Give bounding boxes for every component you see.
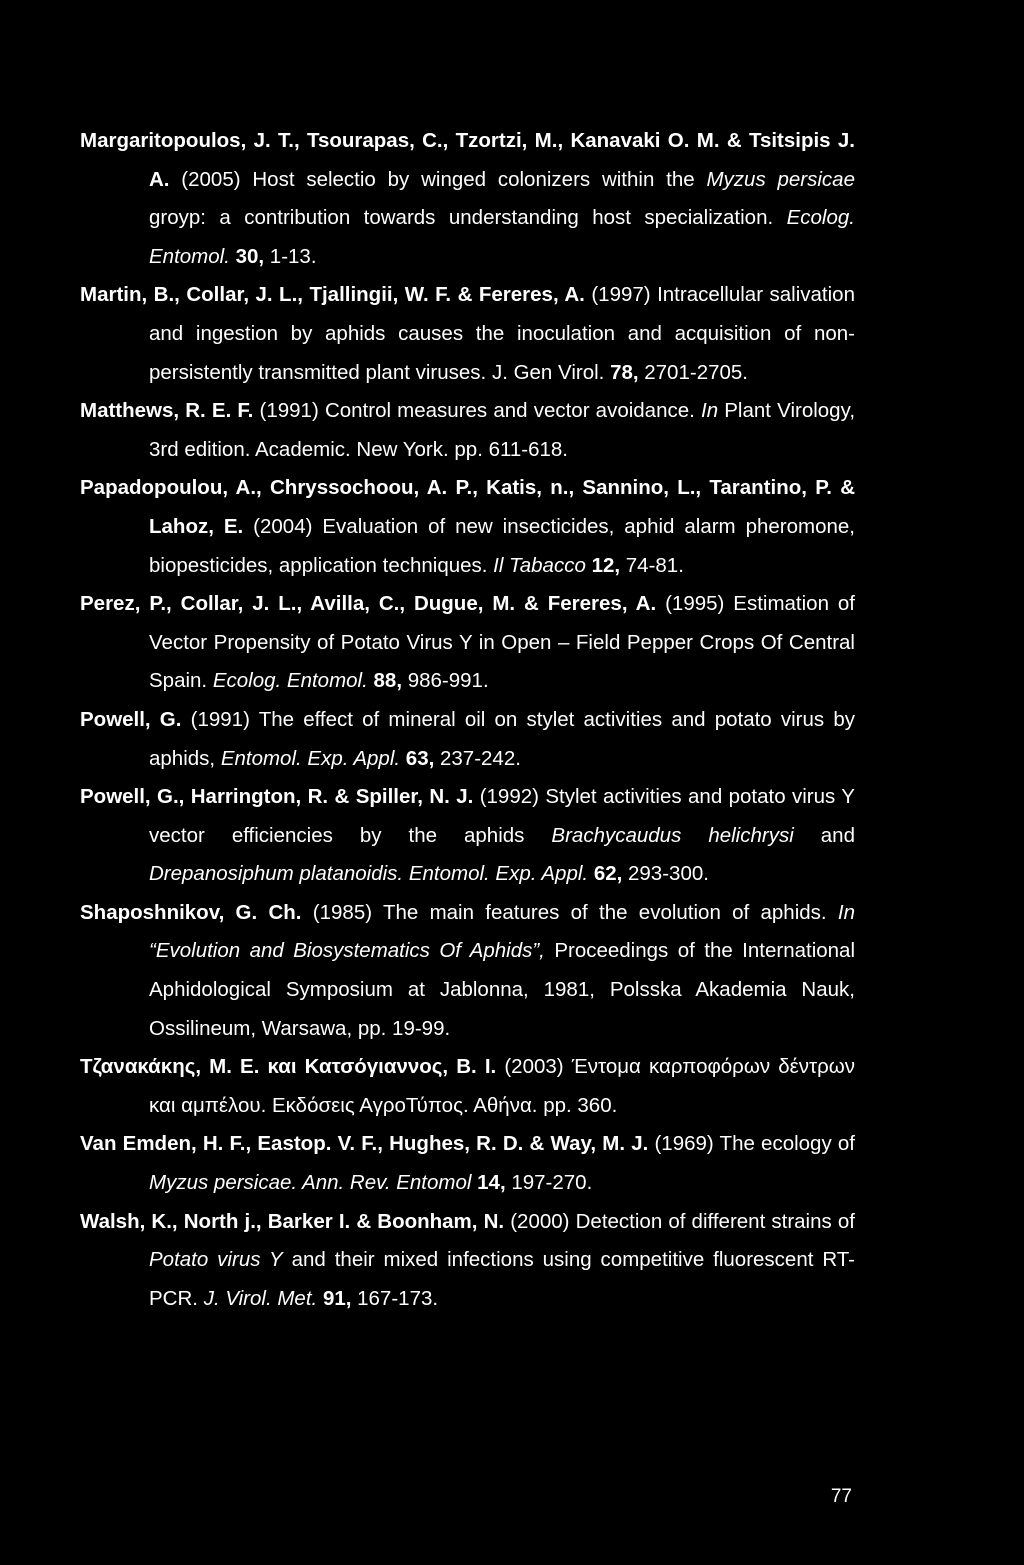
reference-text: Plant Virology, 3rd edition. Academic. New York. pp. 611-618. (149, 399, 861, 461)
reference-text: (2003) Έντομα καρποφόρων δέντρων και αμπέλου. Εκδόσεις ΑγροΤύπος. Αθήνα. pp. 360. (149, 1055, 861, 1117)
reference-text: and their mixed infections using competitive fluorescent RT-PCR. (149, 1248, 855, 1310)
reference-authors: Margaritopoulos, J. T., Tsourapas, C., Tzortzi, M., Kanavaki O. M. & Tsitsipis J. A. (80, 129, 860, 191)
reference-italic-text: Potato virus Y (149, 1248, 283, 1272)
reference-authors: Perez, P., Collar, J. L., Avilla, C., Dugue, M. & Fereres, A. (80, 592, 657, 616)
reference-entry (80, 392, 861, 469)
reference-authors: Τζανακάκης, Μ. Ε. και Κατσόγιαννος, Β. Ι. (80, 1055, 497, 1079)
reference-italic-text: Ecolog. Entomol. (212, 669, 368, 693)
reference-text: (1995) Estimation of Vector Propensity of Potato Virus Y in Open – Field Pepper Crops Of Central Spain. (149, 592, 861, 693)
reference-authors: Powell, G. (80, 707, 182, 731)
reference-italic-text: Myzus persicae (706, 167, 855, 191)
reference-text: 986-991. (402, 669, 489, 693)
reference-entry (80, 122, 861, 276)
reference-authors: 88, (373, 669, 403, 693)
reference-authors: 12, (591, 553, 621, 577)
reference-entry (80, 585, 861, 701)
reference-authors: 62, (593, 862, 623, 886)
reference-authors: 91, (322, 1286, 352, 1310)
reference-entry (80, 778, 861, 894)
reference-entry (80, 1048, 861, 1125)
reference-authors: Shaposhnikov, G. Ch. (80, 900, 302, 924)
reference-text: 237-242. (434, 746, 521, 770)
reference-text: 1-13. (264, 244, 317, 268)
reference-text: (2005) Host selectio by winged colonizers within the (169, 167, 707, 191)
reference-authors: 78, (610, 360, 639, 384)
reference-authors: Van Emden, H. F., Eastop. V. F., Hughes, R. D. & Way, M. J. (80, 1132, 649, 1156)
reference-authors: Papadopoulou, A., Chryssochoou, A. P., Katis, n., Sannino, L., Tarantino, P. & Lahoz, E. (80, 476, 861, 538)
reference-text: (1992) Stylet activities and potato virus Y vector efficiencies by the aphids (149, 785, 861, 847)
reference-text: Proceedings of the International Aphidological Symposium at Jablonna, 1981, Polsska Akademia Nauk, Ossilineum, Warsawa, pp. 19-99. (149, 939, 861, 1040)
reference-list (80, 122, 861, 1318)
page-number: 77 (830, 1486, 852, 1507)
reference-text: (1969) The ecology of (648, 1132, 861, 1156)
reference-authors: Powell, G., Harrington, R. & Spiller, N. J. (80, 785, 474, 809)
reference-text: (1985) The main features of the evolution of aphids. (301, 900, 838, 924)
reference-entry (80, 1203, 861, 1319)
reference-authors: 63, (405, 746, 435, 770)
reference-text: (2000) Detection of different strains of (504, 1209, 861, 1233)
reference-italic-text: Drepanosiphum platanoidis. Entomol. Exp. Appl. (149, 862, 589, 886)
reference-text: 2701-2705. (638, 360, 748, 384)
reference-italic-text: In (701, 399, 719, 423)
reference-italic-text: Entomol. Exp. Appl. (220, 746, 401, 770)
reference-text: 197-270. (505, 1171, 593, 1195)
reference-italic-text: Ecolog. Entomol. (149, 206, 861, 268)
reference-authors: 30, (235, 244, 265, 268)
reference-text: groyp: a contribution towards understanding host specialization. (149, 167, 861, 230)
reference-text: 74-81. (620, 553, 684, 577)
reference-authors: Martin, B., Collar, J. L., Tjallingii, W. F. & Fereres, A. (80, 283, 585, 307)
reference-text: (1991) The effect of mineral oil on stylet activities and potato virus by aphids, (149, 707, 861, 770)
reference-text: and (793, 823, 861, 847)
reference-text: (1997) Intracellular salivation and ingestion by aphids causes the inoculation and acquisition of non-persistently transmitted plant viruses. J. Gen Virol. (149, 283, 861, 384)
reference-italic-text: In “Evolution and Biosystematics Of Aphids”, (149, 900, 861, 963)
reference-authors: 14, (477, 1171, 506, 1195)
reference-entry (80, 1125, 861, 1202)
reference-entry (80, 469, 861, 585)
reference-italic-text: Brachycaudus helichrysi (551, 823, 794, 847)
reference-authors: Walsh, K., North j., Barker I. & Boonham, N. (80, 1209, 505, 1233)
reference-entry (80, 276, 861, 392)
reference-text: 293-300. (622, 862, 709, 886)
reference-text: (2004) Evaluation of new insecticides, aphid alarm pheromone, biopesticides, application techniques. (149, 514, 861, 577)
reference-italic-text: J. Virol. Met. (203, 1286, 318, 1310)
reference-entry (80, 894, 861, 1048)
reference-text: (1991) Control measures and vector avoidance. (253, 399, 701, 423)
reference-text: 167-173. (351, 1286, 439, 1310)
reference-italic-text: Il Tabacco (493, 553, 586, 577)
reference-entry (80, 701, 861, 778)
reference-italic-text: Myzus persicae. Ann. Rev. Entomol (149, 1171, 472, 1195)
reference-authors: Matthews, R. E. F. (80, 399, 254, 423)
